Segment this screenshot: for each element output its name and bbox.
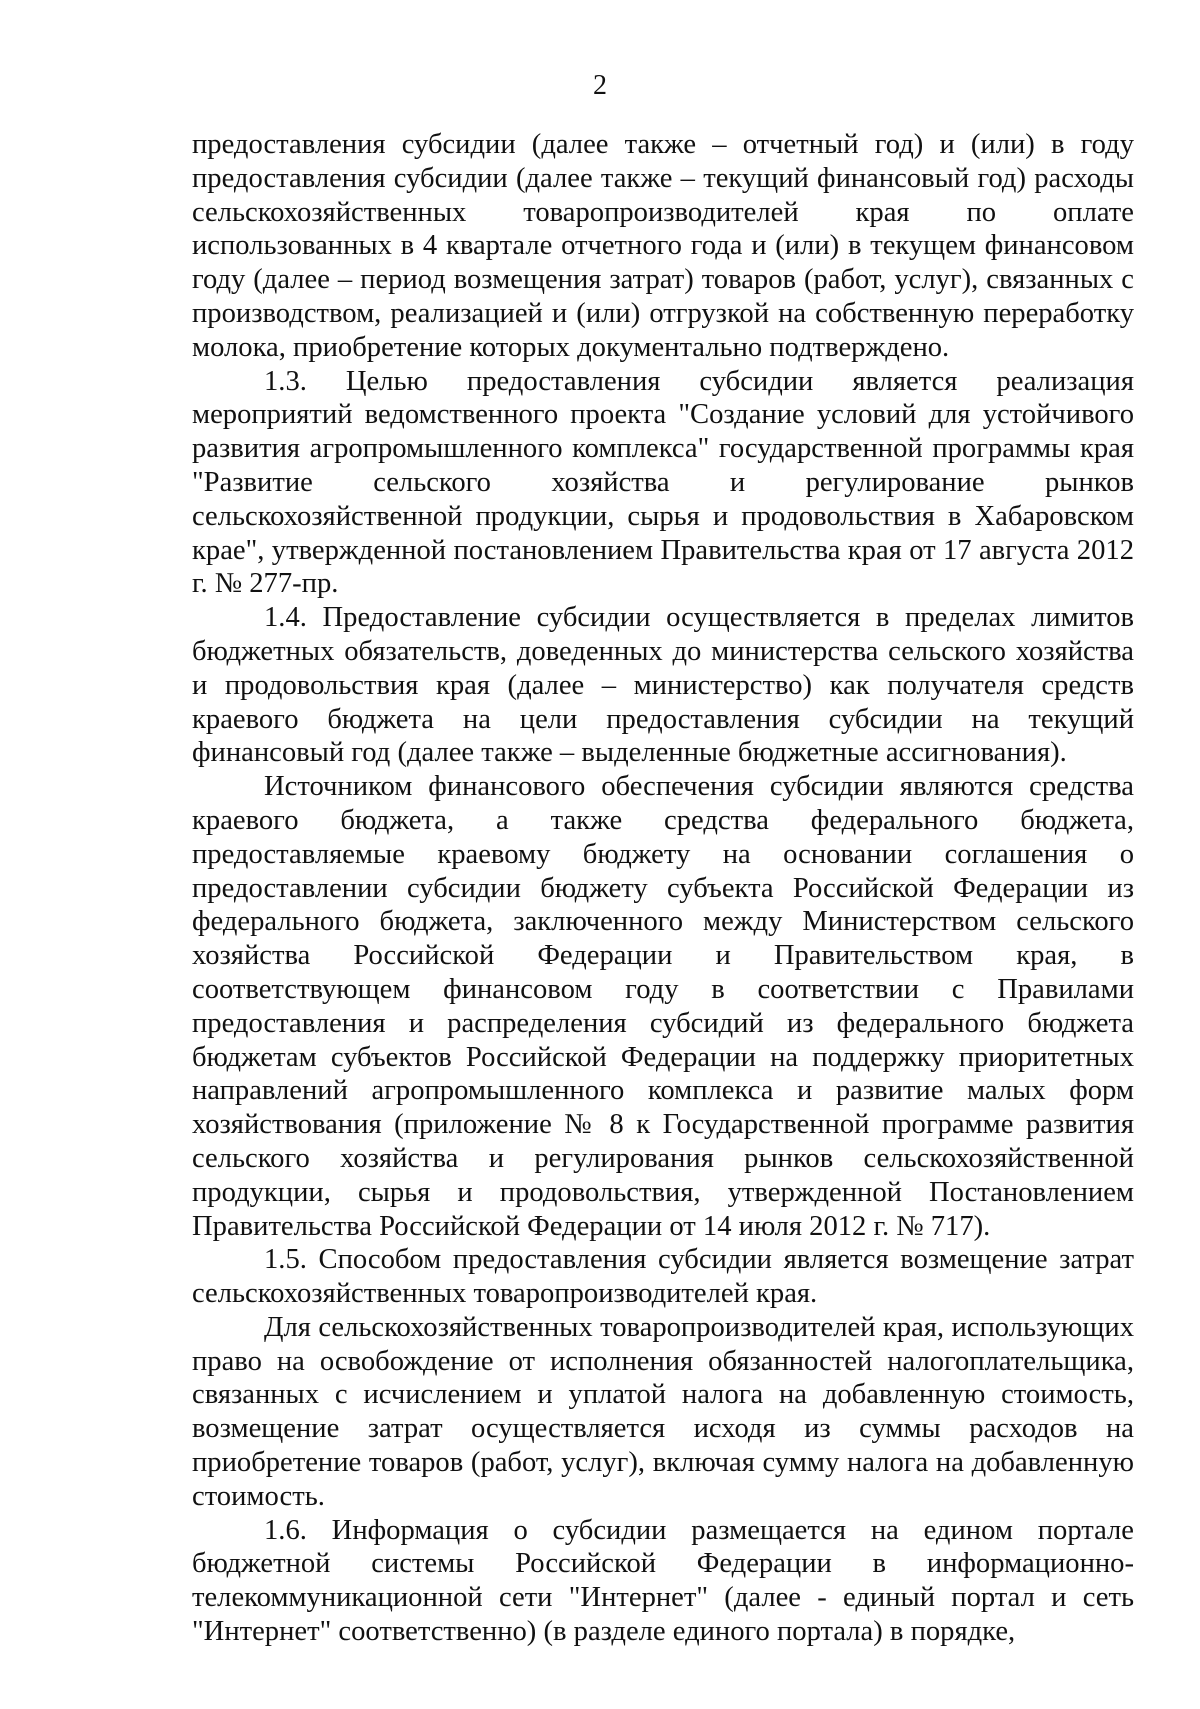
paragraph-funding-source: Источником финансового обеспечения субсидии являются средства краевого бюджета, а также средства федерального бюджета, предоставляемые краевому бюджету на основании соглашения о предоставлении субсидии бюджету субъекта Российской Федерации из федерального бюджета, заключенного между Министерством сельского хозяйства Российской Федерации и Правительством края, в соответствующем финансовом году в соответствии с Правилами предоставления и распределения субсидий из федерального бюджета бюджетам субъектов Российской Федерации на поддержку приоритетных направлений агропромышленного комплекса и развитие малых форм хозяйствования (приложение № 8 к Государственной программе развития сельского хозяйства и регулирования рынков сельскохозяйственной продукции, сырья и продовольствия, утвержденной Постановлением Правительства Российской Федерации от 14 июля 2012 г. № 717). — [192, 771, 1134, 1242]
paragraph-1-5: 1.5. Способом предоставления субсидии является возмещение затрат сельскохозяйственных товаропроизводителей края. — [192, 1244, 1134, 1310]
document-body — [192, 128, 1134, 1649]
paragraph-1-4: 1.4. Предоставление субсидии осуществляется в пределах лимитов бюджетных обязательств, доведенных до министерства сельского хозяйства и продовольствия края (далее – министерство) как получателя средств краевого бюджета на цели предоставления субсидии на текущий финансовый год (далее также – выделенные бюджетные ассигнования). — [192, 602, 1134, 769]
paragraph-1-6: 1.6. Информация о субсидии размещается на едином портале бюджетной системы Российской Федерации в информационно-телекоммуникационной сети "Интернет" (далее - единый портал и сеть "Интернет" соответственно) (в разделе единого портала) в порядке, — [192, 1514, 1134, 1648]
paragraph-continuation: предоставления субсидии (далее также – отчетный год) и (или) в году предоставления субсидии (далее также – текущий финансовый год) расходы сельскохозяйственных товаропроизводителей края по оплате использованных в 4 квартале отчетного года и (или) в текущем финансовом году (далее – период возмещения затрат) товаров (работ, услуг), связанных с производством, реализацией и (или) отгрузкой на собственную переработку молока, приобретение которых документально подтверждено. — [192, 129, 1134, 363]
paragraph-vat-exemption: Для сельскохозяйственных товаропроизводителей края, использующих право на освобождение от исполнения обязанностей налогоплательщика, связанных с исчислением и уплатой налога на добавленную стоимость, возмещение затрат осуществляется исходя из суммы расходов на приобретение товаров (работ, услуг), включая сумму налога на добавленную стоимость. — [192, 1311, 1134, 1512]
page-number: 2 — [593, 70, 607, 101]
paragraph-1-3: 1.3. Целью предоставления субсидии является реализация мероприятий ведомственного проекта "Создание условий для устойчивого развития агропромышленного комплекса" государственной программы края "Развитие сельского хозяйства и регулирование рынков сельскохозяйственной продукции, сырья и продовольствия в Хабаровском крае", утвержденной постановлением Правительства края от 17 августа 2012 г. № 277-пр. — [192, 365, 1134, 600]
